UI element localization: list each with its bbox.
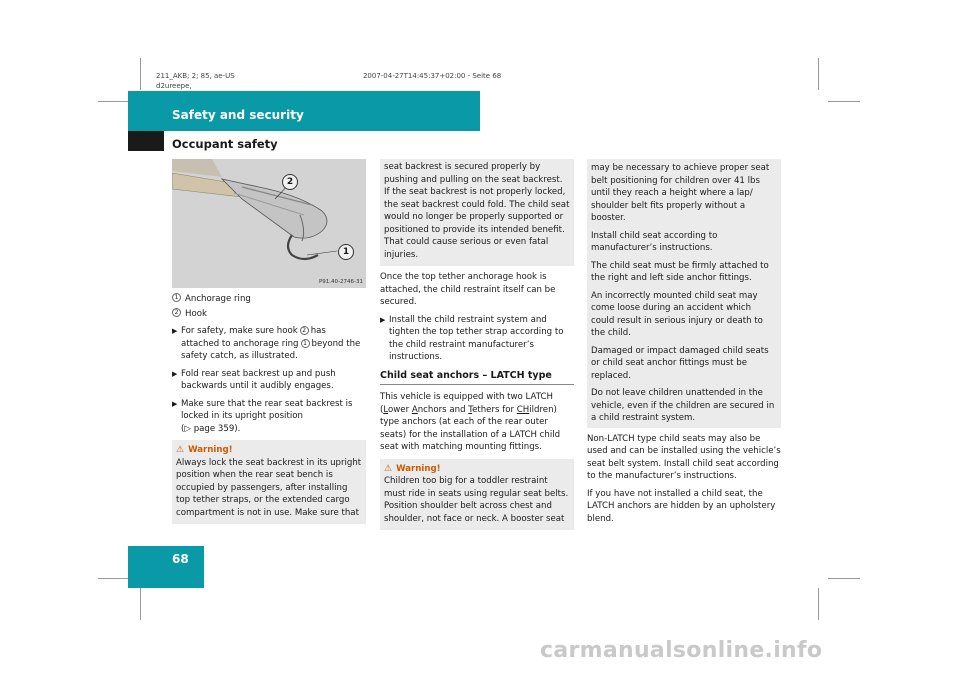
crop-mark (828, 578, 860, 579)
column-3 (587, 159, 781, 530)
step-arrow-icon: ▶ (172, 399, 178, 408)
crop-mark (818, 58, 819, 90)
step-text: Make sure that the rear seat backrest is locked in its upright position (▷ page 359). (181, 398, 353, 434)
step-text: Install the child restraint system and tighten the top tether strap according to the child restraint manufacturer’s instructions. (389, 314, 564, 362)
crop-mark (98, 578, 130, 579)
step-arrow-icon: ▶ (172, 327, 178, 335)
warning-text: Install child seat according to manufacturer’s instructions. (591, 230, 718, 253)
legend-number: 2 (172, 308, 181, 317)
page-reference: (▷ page 359). (181, 423, 241, 434)
legend-number: 1 (172, 293, 181, 302)
instruction-step (172, 325, 366, 363)
step-text: For safety, make sure hook 2 has attached to anchorage ring 1 beyond the safety catch, as illustrated. (181, 326, 361, 361)
hook-illustration (172, 159, 366, 288)
instruction-step (172, 398, 366, 436)
subsection-title: Occupant safety (172, 137, 278, 151)
paragraph: Once the top tether anchorage hook is attached, the child restraint itself can be secured. (380, 272, 556, 307)
column-2 (380, 159, 574, 530)
instruction-step (172, 368, 366, 393)
warning-box-continued (587, 159, 781, 428)
page-number: 68 (172, 552, 189, 566)
paragraph: This vehicle is equipped with two LATCH (Lower Anchors and Tethers for CHildren) type anchors (at each of the rear outer seats) for the installation of a LATCH child seat with matching mounting fittings. (380, 392, 561, 452)
warning-title: ⚠ Warning! (384, 463, 441, 474)
crop-mark (98, 101, 130, 102)
print-meta (156, 71, 501, 91)
section-heading: Child seat anchors – LATCH type (380, 370, 574, 386)
paragraph: Non-LATCH type child seats may also be used and can be installed using the vehicle’s seat belt system. Install child seat according to the manufacturer’s instructions. (587, 433, 781, 481)
warning-box (172, 440, 366, 524)
section-title: Safety and security (172, 108, 304, 122)
watermark: carmanualsonline.info (540, 638, 823, 663)
step-text: Fold rear seat backrest up and push backwards until it audibly engages. (181, 368, 336, 391)
subsection-marker (128, 131, 164, 151)
warning-text: Children too big for a toddler restraint must ride in seats using regular seat belts. Position shoulder belt across chest and shoulder, not face or neck. A booster seat (384, 476, 569, 524)
legend-item (172, 308, 366, 321)
warning-box (380, 459, 574, 531)
column-1 (172, 293, 366, 524)
warning-title: ⚠ Warning! (176, 445, 233, 455)
warning-text: Damaged or impact damaged child seats or child seat anchor fittings must be replaced. (591, 345, 769, 381)
warning-text: The child seat must be firmly attached to the right and left side anchor fittings. (591, 260, 769, 283)
hook-drawing (172, 159, 366, 288)
crop-mark (140, 588, 141, 620)
warning-text: Do not leave children unattended in the vehicle, even if the children are secured in a child restraint system. (591, 388, 775, 423)
paragraph: If you have not installed a child seat, the LATCH anchors are hidden by an upholstery blend. (587, 488, 776, 524)
crop-mark (818, 588, 819, 620)
page-number-box (128, 546, 204, 588)
instruction-step (380, 314, 574, 364)
warning-text: seat backrest is secured properly by pushing and pulling on the seat backrest. If the seat backrest is not properly locked, the seat backrest could fold. The child seat would no longer be properly supported or positioned to provide its intended benefit. That could cause serious or even fatal injuries. (384, 162, 570, 260)
crop-mark (828, 101, 860, 102)
warning-icon: ⚠ (384, 463, 393, 474)
warning-text: Always lock the seat backrest in its upright position when the rear seat bench is occupied by passengers, after installing top tether straps, or the extended cargo compartment is not in use. Make sure that (176, 457, 362, 518)
callout-2: 2 (282, 174, 298, 190)
legend-text: Hook (185, 308, 207, 319)
step-arrow-icon: ▶ (380, 315, 386, 324)
warning-icon: ⚠ (176, 445, 185, 455)
print-meta-left: 211_AKB; 2; 85, ae-US (156, 72, 235, 80)
legend-item (172, 293, 366, 306)
warning-text: may be necessary to achieve proper seat belt positioning for children over 41 lbs until they reach a height where a lap/ shoulder belt fits properly without a booster. (591, 163, 770, 223)
figure-id: P91.40-2746-31 (318, 279, 363, 285)
step-arrow-icon: ▶ (172, 369, 178, 378)
crop-mark (140, 58, 141, 90)
print-meta-right: 2007-04-27T14:45:37+02:00 - Seite 68 (362, 72, 502, 80)
legend-text: Anchorage ring (185, 294, 251, 304)
callout-1: 1 (338, 244, 354, 260)
print-meta-line2: d2ureepe, (156, 82, 192, 90)
warning-box-continued (380, 159, 574, 266)
warning-text: An incorrectly mounted child seat may come loose during an accident which could result in serious injury or death to the child. (591, 290, 763, 338)
